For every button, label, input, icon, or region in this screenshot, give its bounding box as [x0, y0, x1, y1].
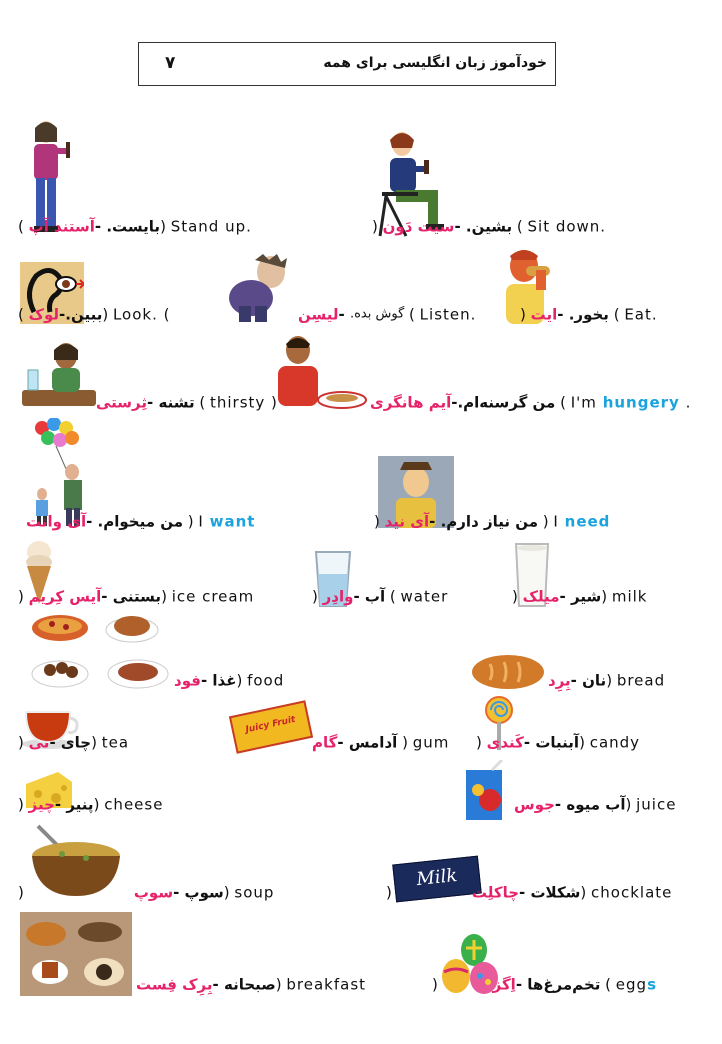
- need-english-b: need: [564, 512, 611, 531]
- soup-persian: سوپ: [184, 883, 224, 902]
- want-persian: من میخوام.: [97, 512, 184, 531]
- thirsty-persian: تشنه: [158, 393, 195, 412]
- gum-english: gum: [412, 733, 450, 752]
- ice-cream-translit: آیس کِریم: [28, 587, 102, 606]
- chocolate-line: ) شکلات -چاکلِت ) chocklate: [386, 883, 673, 902]
- look-translit: لوک: [28, 305, 60, 324]
- water-persian: آب: [364, 587, 386, 606]
- bread-translit: بِرِد: [548, 671, 571, 690]
- bread-persian: نان: [582, 671, 607, 690]
- ice-cream-line: ) بستنی -آیس کِریم ) ice cream: [18, 587, 255, 606]
- breakfast-table-illustration: [20, 912, 132, 996]
- thirsty-english: thirsty: [209, 393, 266, 412]
- sit-down-line: ) بشین. -سیت دَون ( Sit down.: [372, 217, 607, 236]
- hungry-english-a: I'm: [570, 393, 597, 412]
- milk-persian: شیر: [570, 587, 602, 606]
- want-line: من میخوام. -آی وانت ) I want: [26, 512, 256, 531]
- candy-translit: کَندی: [486, 733, 524, 752]
- eggs-english: egg: [615, 975, 648, 994]
- tea-translit: تی: [28, 733, 50, 752]
- sit-down-english: Sit down.: [527, 217, 607, 236]
- hungry-persian: من گرسنه‌ام.: [457, 393, 556, 412]
- stand-up-line: ( بایست. -آستند آپ ) Stand up.: [18, 217, 252, 236]
- eggs-translit: اِگز: [492, 975, 516, 994]
- girl-drinking-illustration: [22, 340, 96, 408]
- bread-english: bread: [616, 671, 666, 690]
- gum-line: آدامس -گام ) gum: [312, 733, 450, 752]
- candy-english: candy: [589, 733, 641, 752]
- hungry-boy-illustration: [272, 334, 368, 410]
- tea-persian: چای: [60, 733, 92, 752]
- gum-persian: آدامس: [348, 733, 398, 752]
- tea-english: tea: [101, 733, 130, 752]
- tea-line: ) چای -تی ) tea: [18, 733, 130, 752]
- eat-line: ) بخور. -ایت ( Eat.: [520, 305, 658, 324]
- hungry-translit: آیم هانگری: [370, 393, 452, 412]
- listen-line: گوش بده. -لیسِن ( Listen.: [298, 305, 477, 324]
- breakfast-line: صبحانه -بِرِک فِست ) breakfast: [136, 975, 367, 994]
- thirsty-line: تشنه -ثِرستی ( thirsty ): [96, 393, 277, 412]
- eat-translit: ایت: [530, 305, 558, 324]
- stand-up-english: Stand up.: [170, 217, 252, 236]
- food-translit: فود: [174, 671, 201, 690]
- look-english: Look.: [112, 305, 158, 324]
- soup-translit: سوپ: [133, 883, 174, 902]
- sit-down-persian: بشین.: [465, 217, 513, 236]
- soup-english: soup: [234, 883, 275, 902]
- stand-up-translit: آستند آپ: [28, 217, 95, 236]
- eggs-persian: تخم‌مرغ‌ها: [527, 975, 601, 994]
- food-line: غذا -فود ) food: [174, 671, 285, 690]
- eggs-english-s: s: [647, 975, 657, 994]
- page-number: ۷: [165, 53, 176, 73]
- stand-up-persian: بایست.: [106, 217, 161, 236]
- chocolate-translit: چاکلِت: [471, 883, 520, 902]
- need-english-a: I: [553, 512, 559, 531]
- want-translit: آی وانت: [26, 512, 87, 531]
- juice-box-illustration: [462, 760, 508, 822]
- candy-persian: آبنبات: [535, 733, 580, 752]
- eat-persian: بخور.: [568, 305, 609, 324]
- chocolate-english: chocklate: [591, 883, 673, 902]
- listen-english: Listen.: [419, 305, 477, 324]
- gum-pack-illustration: [229, 700, 313, 753]
- listen-translit: لیسِن: [298, 305, 339, 324]
- page-header: [138, 42, 556, 86]
- cheese-translit: چیز: [28, 795, 55, 814]
- juice-translit: جوس: [514, 795, 555, 814]
- bread-illustration: [470, 652, 546, 692]
- look-line: ( ببین.-لوک ) Look. (: [18, 305, 171, 324]
- breakfast-persian: صبحانه: [223, 975, 276, 994]
- breakfast-translit: بِرِک فِست: [136, 975, 213, 994]
- ice-cream-english: ice cream: [171, 587, 255, 606]
- listen-persian: گوش بده.: [349, 306, 405, 322]
- need-line: ) من نیاز دارم. -آی نید ) I need: [374, 512, 611, 531]
- juice-english: juice: [636, 795, 677, 814]
- page-title: خودآموز زبان انگلیسی برای همه: [323, 55, 547, 71]
- chocolate-brand-label: Milk: [415, 864, 459, 891]
- milk-english: milk: [611, 587, 648, 606]
- chocolate-persian: شکلات: [530, 883, 581, 902]
- gum-brand-label: Juicy Fruit: [244, 714, 297, 736]
- water-english: water: [400, 587, 449, 606]
- cheese-line: ) پنیر -چیز ) cheese: [18, 795, 164, 814]
- water-translit: وادِر: [322, 587, 354, 606]
- bread-line: نان -بِرِد ) bread: [548, 671, 666, 690]
- cheese-persian: پنیر: [66, 795, 94, 814]
- eat-english: Eat.: [624, 305, 658, 324]
- milk-translit: میلک: [522, 587, 560, 606]
- need-translit: آی نید: [384, 512, 430, 531]
- need-persian: من نیاز دارم.: [440, 512, 539, 531]
- food-platters-illustration: [30, 612, 170, 694]
- thirsty-translit: ثِرستی: [96, 393, 148, 412]
- juice-persian: آب میوه: [566, 795, 626, 814]
- juice-line: آب میوه -جوس ) juice: [514, 795, 677, 814]
- ice-cream-persian: بستنی: [112, 587, 162, 606]
- food-persian: غذا: [212, 671, 237, 690]
- candy-line: ) آبنبات -کَندی ) candy: [476, 733, 641, 752]
- hungry-line: من گرسنه‌ام.-آیم هانگری ( I'm hungery .: [370, 393, 692, 412]
- listening-man-illustration: [225, 254, 295, 324]
- sit-down-translit: سیت دَون: [382, 217, 455, 236]
- want-english-b: want: [209, 512, 256, 531]
- food-english: food: [247, 671, 285, 690]
- cheese-english: cheese: [104, 795, 164, 814]
- hungry-english-b: hungery: [602, 393, 680, 412]
- milk-line: ) شیر -میلک ) milk: [512, 587, 648, 606]
- soup-line: ) سوپ -سوپ ) soup: [18, 883, 275, 902]
- eggs-line: ) تخم‌مرغ‌ها -اِگز ( eggs: [432, 975, 657, 994]
- breakfast-english: breakfast: [286, 975, 367, 994]
- water-line: ) آب -وادِر ( water: [312, 587, 449, 606]
- want-english-a: I: [198, 512, 204, 531]
- look-persian: ببین.: [65, 305, 103, 324]
- gum-translit: گام: [312, 733, 338, 752]
